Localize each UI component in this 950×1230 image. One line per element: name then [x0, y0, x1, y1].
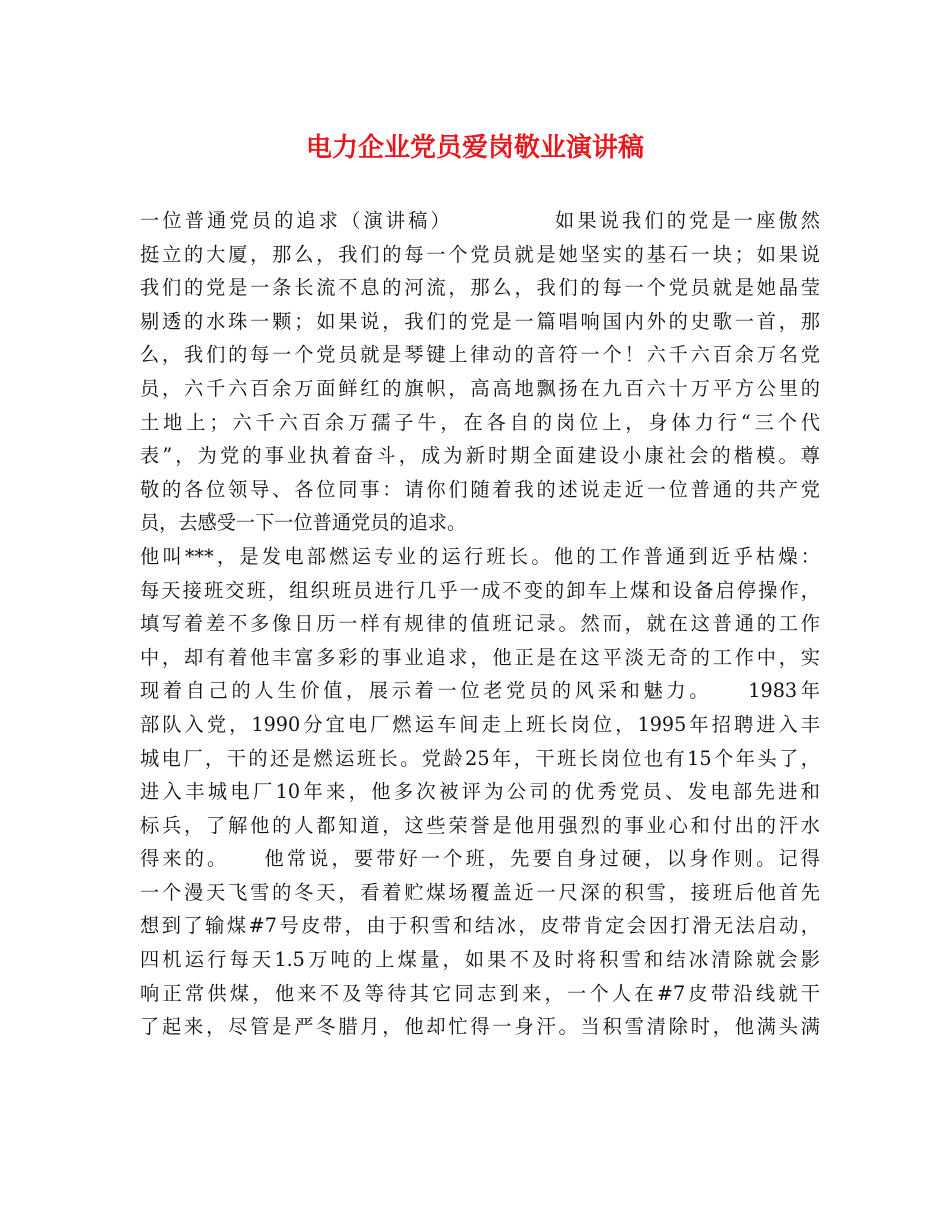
text-line: 部队入党，1990分宜电厂燃运车间走上班长岗位，1995年招聘进入丰 — [140, 712, 820, 736]
text-line: 一位普通党员的追求（演讲稿） 如果说我们的党是一座傲然 — [140, 209, 820, 232]
text-line: 他叫***，是发电部燃运专业的运行班长。他的工作普通到近乎枯燥： — [140, 544, 820, 568]
text-line: 了起来，尽管是严冬腊月，他却忙得一身汗。当积雪清除时，他满头满 — [140, 1015, 820, 1039]
text-line: 中，却有着他丰富多彩的事业追求，他正是在这平淡无奇的工作中，实 — [140, 645, 820, 669]
text-line: 员，六千六百余万面鲜红的旗帜，高高地飘扬在九百六十万平方公里的 — [140, 376, 820, 400]
text-line: 敬的各位领导、各位同事：请你们随着我的述说走近一位普通的共产党 — [140, 477, 820, 501]
text-line: 土地上；六千六百余万孺子牛，在各自的岗位上，身体力行“三个代 — [140, 410, 820, 434]
text-line: 得来的。 他常说，要带好一个班，先要自身过硬，以身作则。记得 — [140, 847, 820, 871]
text-line: 响正常供煤，他来不及等待其它同志到来，一个人在#7皮带沿线就干 — [140, 981, 820, 1005]
text-line: 想到了输煤#7号皮带，由于积雪和结冰，皮带肯定会因打滑无法启动， — [140, 914, 820, 938]
text-line: 现着自己的人生价值，展示着一位老党员的风采和魅力。 1983年 — [140, 679, 820, 703]
document-title: 电力企业党员爱岗敬业演讲稿 — [305, 133, 644, 163]
text-line: 一个漫天飞雪的冬天，看着贮煤场覆盖近一尺深的积雪，接班后他首先 — [140, 880, 820, 904]
text-line: 四机运行每天1.5万吨的上煤量，如果不及时将积雪和结冰清除就会影 — [140, 948, 820, 972]
text-line: 进入丰城电厂10年来，他多次被评为公司的优秀党员、发电部先进和 — [140, 780, 820, 804]
text-line: 挺立的大厦，那么，我们的每一个党员就是她坚实的基石一块；如果说 — [140, 242, 820, 266]
text-line: 城电厂，干的还是燃运班长。党龄25年，干班长岗位也有15个年头了， — [140, 746, 820, 770]
text-line: 每天接班交班，组织班员进行几乎一成不变的卸车上煤和设备启停操作， — [140, 578, 820, 602]
text-line: 表”，为党的事业执着奋斗，成为新时期全面建设小康社会的楷模。尊 — [140, 444, 820, 468]
text-line: 标兵，了解他的人都知道，这些荣誉是他用强烈的事业心和付出的汗水 — [140, 813, 820, 837]
text-line: 剔透的水珠一颗；如果说，我们的党是一篇唱响国内外的史歌一首，那 — [140, 309, 820, 333]
text-line: 我们的党是一条长流不息的河流，那么，我们的每一个党员就是她晶莹 — [140, 276, 820, 300]
text-line: 填写着差不多像日历一样有规律的值班记录。然而，就在这普通的工作 — [140, 612, 820, 636]
text-line: 么，我们的每一个党员就是琴键上律动的音符一个！六千六百余万名党 — [140, 343, 820, 367]
document-body — [140, 204, 820, 1044]
text-line: 员，去感受一下一位普通党员的追求。 — [140, 511, 467, 535]
